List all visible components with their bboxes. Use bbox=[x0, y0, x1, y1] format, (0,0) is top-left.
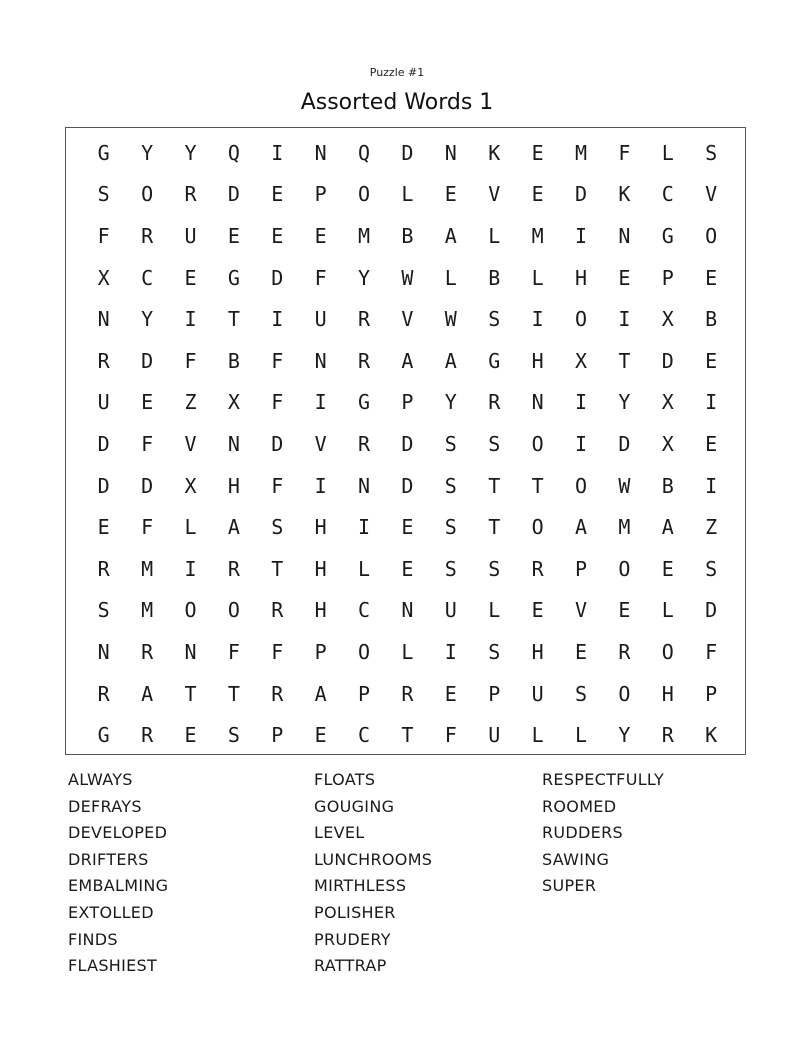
word-list-item: SUPER bbox=[542, 876, 597, 896]
grid-cell[interactable]: D bbox=[141, 473, 154, 498]
grid-cell[interactable]: Q bbox=[227, 140, 240, 165]
grid-cell[interactable]: O bbox=[618, 556, 631, 581]
grid-cell[interactable]: N bbox=[97, 639, 110, 664]
grid-cell[interactable]: E bbox=[531, 182, 544, 207]
grid-cell[interactable]: B bbox=[661, 473, 674, 498]
grid-cell[interactable]: P bbox=[358, 681, 371, 706]
grid-cell[interactable]: K bbox=[705, 723, 718, 748]
grid-cell[interactable]: U bbox=[488, 723, 501, 748]
grid-cell[interactable]: Y bbox=[141, 140, 154, 165]
grid-cell[interactable]: D bbox=[401, 140, 414, 165]
grid-cell[interactable]: L bbox=[661, 140, 674, 165]
grid-cell[interactable]: D bbox=[271, 265, 284, 290]
word-list-item: FINDS bbox=[68, 929, 118, 949]
grid-cell[interactable]: H bbox=[314, 515, 327, 540]
grid-cell[interactable]: M bbox=[141, 556, 154, 581]
grid-cell[interactable]: C bbox=[141, 265, 154, 290]
grid-cell[interactable]: E bbox=[314, 223, 327, 248]
grid-cell[interactable]: U bbox=[531, 681, 544, 706]
grid-cell[interactable]: D bbox=[227, 182, 240, 207]
grid-cell[interactable]: O bbox=[358, 639, 371, 664]
grid-cell[interactable]: E bbox=[618, 265, 631, 290]
grid-cell[interactable]: I bbox=[574, 431, 588, 456]
letter-grid bbox=[82, 132, 733, 756]
grid-cell[interactable]: E bbox=[401, 556, 414, 581]
grid-cell[interactable]: G bbox=[97, 140, 110, 165]
grid-cell[interactable]: R bbox=[271, 681, 284, 706]
grid-cell[interactable]: O bbox=[227, 598, 240, 623]
grid-cell[interactable]: I bbox=[705, 390, 718, 415]
grid-cell[interactable]: S bbox=[705, 556, 718, 581]
word-list-column-2 bbox=[314, 767, 432, 980]
grid-cell[interactable]: Z bbox=[705, 515, 718, 540]
grid-cell[interactable]: E bbox=[401, 515, 414, 540]
grid-cell[interactable]: W bbox=[401, 265, 414, 290]
grid-cell[interactable]: A bbox=[227, 515, 240, 540]
grid-cell[interactable]: R bbox=[488, 390, 501, 415]
grid-cell[interactable]: R bbox=[271, 598, 284, 623]
grid-cell[interactable]: L bbox=[444, 265, 457, 290]
grid-cell[interactable]: F bbox=[314, 265, 327, 290]
grid-cell[interactable]: G bbox=[358, 390, 371, 415]
grid-cell[interactable]: A bbox=[444, 348, 457, 373]
grid-cell[interactable]: Z bbox=[184, 390, 197, 415]
grid-cell[interactable]: W bbox=[618, 473, 631, 498]
grid-cell[interactable]: T bbox=[227, 681, 240, 706]
grid-cell[interactable]: C bbox=[358, 598, 371, 623]
grid-cell[interactable]: E bbox=[574, 639, 588, 664]
grid-cell[interactable]: A bbox=[141, 681, 154, 706]
grid-cell[interactable]: F bbox=[227, 639, 240, 664]
grid-cell[interactable]: N bbox=[358, 473, 371, 498]
grid-cell[interactable]: T bbox=[531, 473, 544, 498]
grid-cell[interactable]: P bbox=[314, 639, 327, 664]
grid-cell[interactable]: N bbox=[184, 639, 197, 664]
word-list-item: FLASHIEST bbox=[68, 956, 158, 976]
grid-cell[interactable]: D bbox=[661, 348, 674, 373]
grid-cell[interactable]: D bbox=[141, 348, 154, 373]
grid-cell[interactable]: I bbox=[574, 223, 588, 248]
grid-cell[interactable]: G bbox=[661, 223, 674, 248]
grid-cell[interactable]: Q bbox=[358, 140, 371, 165]
grid-cell[interactable]: U bbox=[184, 223, 197, 248]
grid-cell[interactable]: R bbox=[97, 681, 110, 706]
grid-cell[interactable]: X bbox=[661, 307, 674, 332]
grid-cell[interactable]: S bbox=[444, 473, 457, 498]
grid-cell[interactable]: N bbox=[444, 140, 457, 165]
grid-cell[interactable]: E bbox=[184, 265, 197, 290]
grid-cell[interactable]: Y bbox=[184, 140, 197, 165]
puzzle-title: Assorted Words 1 bbox=[300, 90, 494, 115]
word-list-item: FLOATS bbox=[314, 770, 376, 789]
grid-cell[interactable]: C bbox=[358, 723, 371, 748]
grid-cell[interactable]: G bbox=[488, 348, 501, 373]
grid-cell[interactable]: L bbox=[531, 723, 544, 748]
grid-cell[interactable]: H bbox=[227, 473, 240, 498]
grid-cell[interactable]: F bbox=[271, 473, 284, 498]
grid-cell[interactable]: M bbox=[531, 223, 544, 248]
word-list-item: LEVEL bbox=[314, 823, 365, 843]
grid-cell[interactable]: O bbox=[531, 515, 544, 540]
grid-cell[interactable]: T bbox=[184, 681, 197, 706]
grid-cell[interactable]: T bbox=[618, 348, 631, 373]
grid-cell[interactable]: L bbox=[661, 598, 674, 623]
grid-cell[interactable]: P bbox=[705, 681, 718, 706]
grid-cell[interactable]: A bbox=[574, 515, 588, 540]
word-list-item: DEVELOPED bbox=[68, 823, 168, 843]
grid-cell[interactable]: N bbox=[531, 390, 544, 415]
grid-cell[interactable]: U bbox=[314, 307, 327, 332]
grid-cell[interactable]: F bbox=[97, 223, 110, 248]
grid-cell[interactable]: Y bbox=[358, 265, 371, 290]
word-list-item: PRUDERY bbox=[314, 929, 391, 949]
grid-cell[interactable]: I bbox=[271, 307, 284, 332]
grid-cell[interactable]: L bbox=[488, 598, 501, 623]
grid-cell[interactable]: F bbox=[141, 431, 154, 456]
grid-cell[interactable]: O bbox=[141, 182, 154, 207]
grid-cell[interactable]: N bbox=[401, 598, 414, 623]
grid-cell[interactable]: I bbox=[705, 473, 718, 498]
grid-cell[interactable]: F bbox=[618, 140, 631, 165]
grid-cell[interactable]: D bbox=[574, 182, 588, 207]
grid-cell[interactable]: X bbox=[227, 390, 240, 415]
grid-cell[interactable]: M bbox=[618, 515, 631, 540]
grid-cell[interactable]: E bbox=[314, 723, 327, 748]
grid-cell[interactable]: R bbox=[358, 307, 371, 332]
grid-cell[interactable]: R bbox=[661, 723, 674, 748]
grid-cell[interactable]: E bbox=[141, 390, 154, 415]
grid-cell[interactable]: H bbox=[661, 681, 674, 706]
grid-cell[interactable]: O bbox=[358, 182, 371, 207]
word-list-item: SAWING bbox=[542, 849, 610, 869]
grid-cell[interactable]: L bbox=[574, 723, 588, 748]
grid-cell[interactable]: E bbox=[661, 556, 674, 581]
grid-cell[interactable]: D bbox=[97, 431, 110, 456]
grid-cell[interactable]: L bbox=[401, 182, 414, 207]
grid-cell[interactable]: Y bbox=[618, 390, 631, 415]
word-list-item: GOUGING bbox=[314, 796, 395, 816]
word-list-item: POLISHER bbox=[314, 902, 396, 922]
grid-cell[interactable]: S bbox=[488, 307, 501, 332]
grid-cell[interactable]: R bbox=[401, 681, 414, 706]
grid-cell[interactable]: S bbox=[97, 598, 110, 623]
grid-cell[interactable]: T bbox=[271, 556, 284, 581]
grid-cell[interactable]: S bbox=[227, 723, 240, 748]
grid-cell[interactable]: Y bbox=[444, 390, 457, 415]
grid-cell[interactable]: E bbox=[531, 598, 544, 623]
grid-cell[interactable]: F bbox=[271, 390, 284, 415]
grid-cell[interactable]: O bbox=[574, 307, 588, 332]
grid-cell[interactable]: D bbox=[618, 431, 631, 456]
word-list-column-3 bbox=[542, 767, 664, 900]
word-list-item: RATTRAP bbox=[314, 956, 387, 976]
grid-cell[interactable]: R bbox=[358, 431, 371, 456]
grid-cell[interactable]: H bbox=[574, 265, 588, 290]
grid-cell[interactable]: O bbox=[661, 639, 674, 664]
grid-cell[interactable]: G bbox=[227, 265, 240, 290]
grid-cell[interactable]: C bbox=[661, 182, 674, 207]
grid-cell[interactable]: Y bbox=[141, 307, 154, 332]
grid-cell[interactable]: E bbox=[531, 140, 544, 165]
grid-cell[interactable]: K bbox=[488, 140, 501, 165]
word-list-item: MIRTHLESS bbox=[314, 876, 407, 896]
word-list-item: DEFRAYS bbox=[68, 796, 142, 816]
grid-cell[interactable]: O bbox=[618, 681, 631, 706]
grid-cell[interactable]: I bbox=[531, 307, 544, 332]
grid-cell[interactable]: A bbox=[314, 681, 327, 706]
grid-cell[interactable]: I bbox=[618, 307, 631, 332]
grid-cell[interactable]: X bbox=[661, 390, 674, 415]
grid-cell[interactable]: A bbox=[401, 348, 414, 373]
grid-cell[interactable]: E bbox=[444, 182, 457, 207]
grid-cell[interactable]: F bbox=[705, 639, 718, 664]
grid-cell[interactable]: S bbox=[574, 681, 588, 706]
grid-cell[interactable]: M bbox=[141, 598, 154, 623]
word-list-item: EMBALMING bbox=[68, 876, 169, 896]
letter-grid-frame bbox=[65, 127, 746, 755]
grid-cell[interactable]: E bbox=[97, 515, 110, 540]
grid-cell[interactable]: X bbox=[661, 431, 674, 456]
grid-cell[interactable]: S bbox=[444, 515, 457, 540]
grid-cell[interactable]: I bbox=[271, 140, 284, 165]
grid-cell[interactable]: P bbox=[271, 723, 284, 748]
grid-cell[interactable]: E bbox=[618, 598, 631, 623]
grid-cell[interactable]: D bbox=[401, 431, 414, 456]
word-list-column-1 bbox=[68, 767, 168, 980]
word-list-item: RESPECTFULLY bbox=[542, 770, 665, 789]
grid-cell[interactable]: K bbox=[618, 182, 631, 207]
grid-cell[interactable]: M bbox=[574, 140, 588, 165]
grid-cell[interactable]: E bbox=[227, 223, 240, 248]
grid-cell[interactable]: S bbox=[488, 431, 501, 456]
grid-cell[interactable]: O bbox=[184, 598, 197, 623]
grid-cell[interactable]: T bbox=[488, 515, 501, 540]
grid-cell[interactable]: N bbox=[618, 223, 631, 248]
grid-cell[interactable]: A bbox=[444, 223, 457, 248]
grid-cell[interactable]: V bbox=[314, 431, 327, 456]
grid-cell[interactable]: V bbox=[401, 307, 414, 332]
grid-cell[interactable]: I bbox=[314, 473, 327, 498]
grid-cell[interactable]: I bbox=[574, 390, 588, 415]
grid-cell[interactable]: S bbox=[488, 639, 501, 664]
grid-cell[interactable]: R bbox=[531, 556, 544, 581]
grid-cell[interactable]: D bbox=[97, 473, 110, 498]
word-list-item: DRIFTERS bbox=[68, 849, 149, 869]
grid-cell[interactable]: B bbox=[401, 223, 414, 248]
grid-cell[interactable]: H bbox=[531, 348, 544, 373]
grid-cell[interactable]: F bbox=[444, 723, 457, 748]
grid-cell[interactable]: D bbox=[271, 431, 284, 456]
grid-cell[interactable]: S bbox=[705, 140, 718, 165]
grid-cell[interactable]: W bbox=[444, 307, 457, 332]
grid-cell[interactable]: A bbox=[661, 515, 674, 540]
grid-cell[interactable]: M bbox=[358, 223, 371, 248]
grid-cell[interactable]: R bbox=[141, 223, 154, 248]
grid-cell[interactable]: O bbox=[574, 473, 588, 498]
grid-cell[interactable]: L bbox=[488, 223, 501, 248]
word-list-item: ALWAYS bbox=[68, 770, 133, 789]
grid-cell[interactable]: X bbox=[97, 265, 110, 290]
puzzle-number: Puzzle #1 bbox=[369, 66, 425, 79]
grid-cell[interactable]: F bbox=[271, 348, 284, 373]
grid-cell[interactable]: S bbox=[444, 556, 457, 581]
grid-cell[interactable]: D bbox=[401, 473, 414, 498]
grid-cell[interactable]: B bbox=[227, 348, 240, 373]
grid-cell[interactable]: T bbox=[227, 307, 240, 332]
grid-cell[interactable]: P bbox=[661, 265, 674, 290]
grid-cell[interactable]: V bbox=[184, 431, 197, 456]
grid-cell[interactable]: X bbox=[574, 348, 588, 373]
grid-cell[interactable]: H bbox=[314, 598, 327, 623]
grid-cell[interactable]: T bbox=[401, 723, 414, 748]
grid-cell[interactable]: B bbox=[705, 307, 718, 332]
grid-cell[interactable]: H bbox=[314, 556, 327, 581]
grid-cell[interactable]: R bbox=[227, 556, 240, 581]
grid-cell[interactable]: R bbox=[184, 182, 197, 207]
grid-cell[interactable]: N bbox=[227, 431, 240, 456]
grid-cell[interactable]: O bbox=[531, 431, 544, 456]
grid-cell[interactable]: E bbox=[444, 681, 457, 706]
grid-cell[interactable]: I bbox=[358, 515, 371, 540]
grid-cell[interactable]: I bbox=[184, 307, 197, 332]
grid-cell[interactable]: I bbox=[444, 639, 457, 664]
grid-cell[interactable]: L bbox=[184, 515, 197, 540]
grid-cell[interactable]: R bbox=[141, 639, 154, 664]
grid-cell[interactable]: P bbox=[574, 556, 588, 581]
grid-cell[interactable]: R bbox=[358, 348, 371, 373]
grid-cell[interactable]: G bbox=[97, 723, 110, 748]
grid-cell[interactable]: E bbox=[271, 182, 284, 207]
grid-cell[interactable]: N bbox=[314, 348, 327, 373]
grid-cell[interactable]: S bbox=[488, 556, 501, 581]
grid-cell[interactable]: R bbox=[141, 723, 154, 748]
grid-cell[interactable]: V bbox=[574, 598, 588, 623]
grid-cell[interactable]: S bbox=[271, 515, 284, 540]
grid-cell[interactable]: U bbox=[444, 598, 457, 623]
grid-cell[interactable]: D bbox=[705, 598, 718, 623]
word-list-item: RUDDERS bbox=[542, 823, 623, 843]
grid-cell[interactable]: R bbox=[97, 348, 110, 373]
grid-cell[interactable]: E bbox=[705, 348, 718, 373]
grid-cell[interactable]: S bbox=[444, 431, 457, 456]
word-list-item: EXTOLLED bbox=[68, 902, 154, 922]
grid-cell[interactable]: F bbox=[271, 639, 284, 664]
word-list-item: ROOMED bbox=[542, 796, 617, 816]
grid-cell[interactable]: E bbox=[184, 723, 197, 748]
grid-cell[interactable]: X bbox=[184, 473, 197, 498]
grid-cell[interactable]: Y bbox=[618, 723, 631, 748]
grid-cell[interactable]: S bbox=[97, 182, 110, 207]
grid-cell[interactable]: P bbox=[488, 681, 501, 706]
grid-cell[interactable]: E bbox=[271, 223, 284, 248]
grid-cell[interactable]: U bbox=[97, 390, 110, 415]
grid-cell[interactable]: I bbox=[314, 390, 327, 415]
word-list-item: LUNCHROOMS bbox=[314, 849, 433, 869]
grid-cell[interactable]: L bbox=[401, 639, 414, 664]
grid-cell[interactable]: P bbox=[401, 390, 414, 415]
grid-cell[interactable]: N bbox=[314, 140, 327, 165]
grid-cell[interactable]: E bbox=[705, 431, 718, 456]
grid-cell[interactable]: B bbox=[488, 265, 501, 290]
grid-cell[interactable]: L bbox=[531, 265, 544, 290]
grid-cell[interactable]: V bbox=[705, 182, 718, 207]
grid-cell[interactable]: R bbox=[618, 639, 631, 664]
grid-cell[interactable]: O bbox=[705, 223, 718, 248]
grid-cell[interactable]: I bbox=[184, 556, 197, 581]
grid-cell[interactable]: P bbox=[314, 182, 327, 207]
grid-cell[interactable]: L bbox=[358, 556, 371, 581]
grid-cell[interactable]: R bbox=[97, 556, 110, 581]
grid-cell[interactable]: N bbox=[97, 307, 110, 332]
grid-cell[interactable]: F bbox=[141, 515, 154, 540]
grid-cell[interactable]: V bbox=[488, 182, 501, 207]
grid-cell[interactable]: E bbox=[705, 265, 718, 290]
grid-cell[interactable]: F bbox=[184, 348, 197, 373]
grid-cell[interactable]: H bbox=[531, 639, 544, 664]
grid-cell[interactable]: T bbox=[488, 473, 501, 498]
